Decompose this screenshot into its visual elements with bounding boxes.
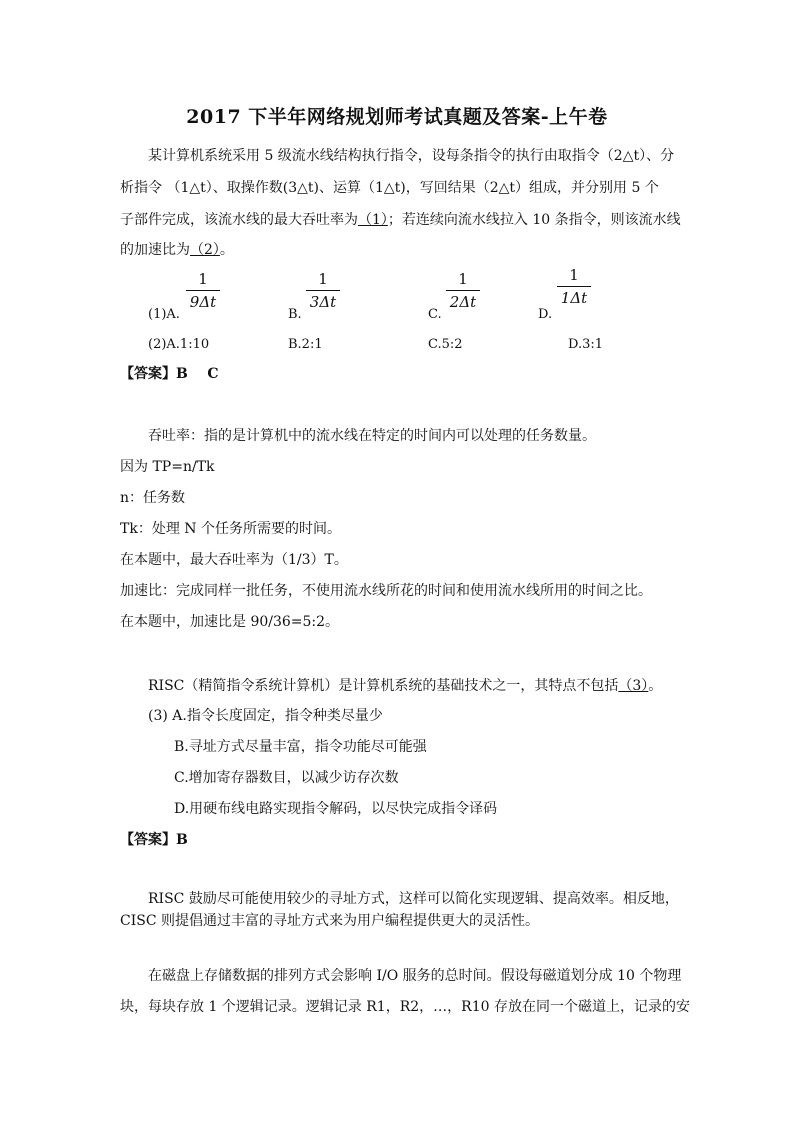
q3-stem [148, 676, 662, 696]
opt2-d: D.3:1 [568, 337, 604, 352]
opt2-c: C.5:2 [428, 337, 463, 352]
q3-option-b: B.寻址方式尽量丰富，指令功能尽可能强 [174, 739, 427, 755]
opt1-d-fraction [557, 266, 591, 307]
opt1-c-fraction [446, 270, 480, 311]
opt1-b-num: 1 [318, 270, 328, 288]
opt1-a-num: 1 [198, 270, 208, 288]
opt1-b-label: B. [288, 307, 302, 322]
fraction-bar [306, 290, 340, 291]
q3-stem-tail: 。 [648, 678, 663, 694]
q1-line-4-text: 的加速比为 [120, 242, 190, 258]
q3-option-c: C.增加寄存器数目，以减少访存次数 [174, 770, 399, 786]
opt1-a-label: (1)A. [148, 307, 180, 322]
q3-option-a: (3) A.指令长度固定，指令种类尽量少 [148, 708, 383, 724]
q1-line-4-tail: 。 [219, 242, 234, 258]
opt1-c-label: C. [428, 307, 442, 322]
q1-line-3-tail: ；若连续向流水线拉入 10 条指令，则该流水线 [387, 212, 681, 228]
opt1-d-label: D. [538, 307, 553, 322]
q1-line-2: 析指令 （1△t）、取操作数(3△t)、运算（1△t)，写回结果（2△t）组成，并分别用 5 个 [120, 180, 659, 196]
blank-3: （3） [618, 678, 649, 694]
explain-line: 因为 TP=n/Tk [120, 459, 215, 475]
explain-line: n：任务数 [120, 490, 186, 506]
explain-line: 在本题中，最大吞吐率为（1/3）T。 [120, 552, 348, 568]
q3-stem-text: RISC（精简指令系统计算机）是计算机系统的基础技术之一，其特点不包括 [148, 678, 619, 694]
q1-line-3 [120, 210, 681, 230]
explain-line: 在本题中，加速比是 90/36=5:2。 [120, 614, 340, 630]
answer-value: B [176, 832, 188, 848]
fraction-bar [557, 286, 591, 287]
opt2-b: B.2:1 [288, 337, 323, 352]
opt1-c-num: 1 [458, 270, 468, 288]
answer-1 [120, 364, 218, 384]
blank-2: （2） [190, 242, 220, 258]
answer-label: 【答案】 [120, 832, 176, 848]
opt1-d-num: 1 [569, 266, 579, 284]
q1-line-4 [120, 240, 234, 260]
fraction-bar [186, 290, 220, 291]
q4-line-2: 块，每块存放 1 个逻辑记录。逻辑记录 R1，R2，…，R10 存放在同一个磁道上，记录的安 [120, 999, 690, 1015]
q3-option-d: D.用硬布线电路实现指令解码，以尽快完成指令译码 [174, 801, 498, 817]
answer-label: 【答案】 [120, 366, 176, 382]
page-title: 2017 下半年网络规划师考试真题及答案-上午卷 [186, 106, 608, 128]
opt1-b-fraction [306, 270, 340, 311]
q3-explain-1: RISC 鼓励尽可能使用较少的寻址方式，这样可以简化实现逻辑、提高效率。相反地， [148, 891, 679, 907]
q4-line-1: 在磁盘上存储数据的排列方式会影响 I/O 服务的总时间。假设每磁道划分成 10 个物理 [148, 968, 682, 984]
fraction-bar [446, 290, 480, 291]
explain-line: Tk：处理 N 个任务所需要的时间。 [120, 521, 341, 537]
opt1-d-den: 1Δt [560, 289, 588, 307]
opt1-a-den: 9Δt [189, 293, 217, 311]
answer-value: B C [176, 366, 219, 382]
blank-1: （1） [358, 212, 388, 228]
explain-line: 吞吐率：指的是计算机中的流水线在特定的时间内可以处理的任务数量。 [148, 428, 596, 444]
opt2-a: (2)A.1:10 [148, 337, 210, 352]
explain-line: 加速比：完成同样一批任务，不使用流水线所花的时间和使用流水线所用的时间之比。 [120, 583, 652, 599]
answer-3 [120, 830, 188, 850]
q1-line-1: 某计算机系统采用 5 级流水线结构执行指令，设每条指令的执行由取指令（2△t）、分 [148, 148, 675, 164]
q3-explain-2: CISC 则提倡通过丰富的寻址方式来为用户编程提供更大的灵活性。 [120, 913, 539, 929]
opt1-b-den: 3Δt [309, 293, 337, 311]
opt1-c-den: 2Δt [449, 293, 477, 311]
q1-line-3-text: 子部件完成，该流水线的最大吞吐率为 [120, 212, 358, 228]
opt1-a-fraction [186, 270, 220, 311]
